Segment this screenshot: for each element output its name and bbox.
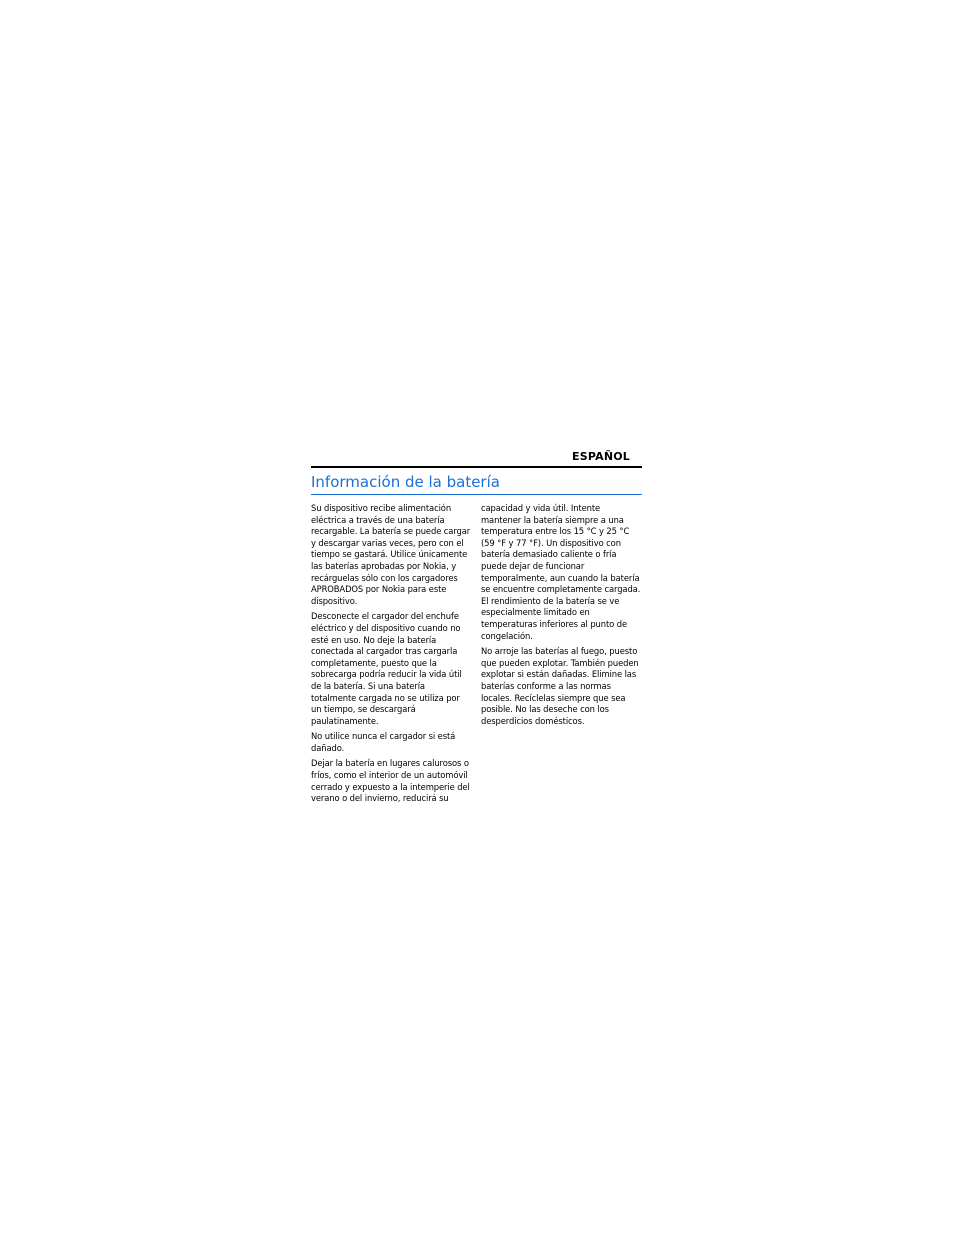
- paragraph: Desconecte el cargador del enchufe eléctrico y del dispositivo cuando no esté en uso. No deje la batería conectada al cargador tras cargarla completamente, puesto que la sobrecarga podría reducir la vida útil de la batería. Si una batería totalmente cargada no se utiliza por un tiempo, se descargará paulatinamente.: [311, 611, 462, 726]
- paragraph: Dejar la batería en lugares calurosos o fríos, como el interior de un automóvil cerrado y expuesto a la intemperie del verano o del invierno, reducirá su: [311, 758, 470, 804]
- title-rule: [311, 494, 642, 495]
- paragraph: capacidad y vida útil. Intente mantener la batería siempre a una temperatura entre los 15 °C y 25 °C (59 °F y 77 °F). Un dispositivo con batería demasiado caliente o fría puede dejar de funcionar temporalmente, aun cuando la batería se encuentre completamente cargada. El rendimiento de la batería se ve especialmente limitado en temperaturas inferiores al punto de congelación.: [481, 503, 641, 641]
- paragraph: No utilice nunca el cargador si está dañado.: [311, 731, 456, 753]
- paragraph: Su dispositivo recibe alimentación eléctrica a través de una batería recargable. La batería se puede cargar y descargar varias veces, pero con el tiempo se gastará. Utilice únicamente las baterías aprobadas por Nokia, y recárguelas sólo con los cargadores APROBADOS por Nokia para este dispositivo.: [311, 503, 471, 606]
- section-title: Información de la batería: [311, 473, 500, 491]
- header-rule: [311, 466, 642, 468]
- text-columns: [311, 503, 642, 809]
- document-page: [311, 448, 642, 809]
- paragraph: No arroje las baterías al fuego, puesto que pueden explotar. También pueden explotar si están dañadas. Elimine las baterías conforme a las normas locales. Recíclelas siempre que sea posible. No las deseche con los desperdicios domésticos.: [481, 646, 639, 726]
- right-column: [481, 503, 642, 809]
- left-column: [311, 503, 472, 809]
- language-header: ESPAÑOL: [572, 450, 630, 463]
